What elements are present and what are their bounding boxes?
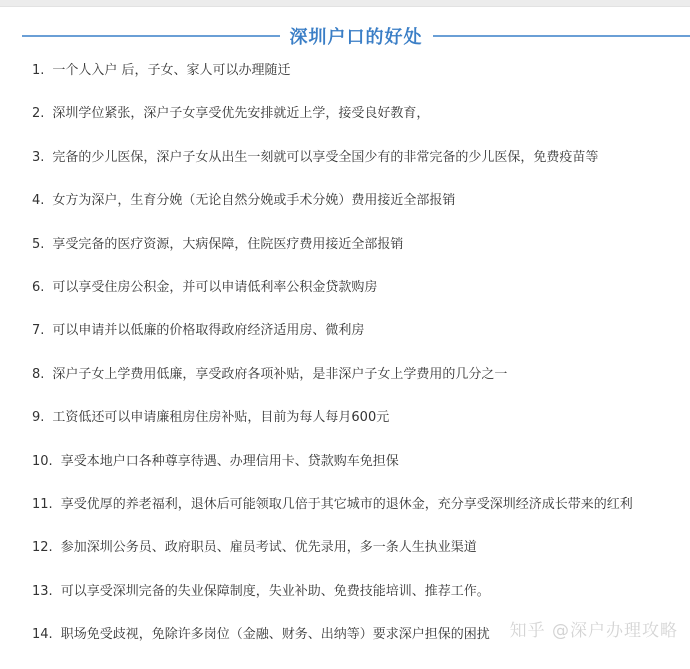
item-number: 6.: [32, 279, 44, 297]
item-number: 7.: [32, 322, 44, 340]
item-text: 可以享受住房公积金，并可以申请低利率公积金贷款购房: [52, 279, 377, 297]
zhihu-watermark: 知乎 @深户办理攻略: [510, 616, 678, 641]
item-text: 参加深圳公务员、政府职员、雇员考试、优先录用，多一条人生执业渠道: [61, 539, 477, 557]
item-number: 3.: [32, 149, 44, 167]
item-text: 女方为深户，生育分娩（无论自然分娩或手术分娩）费用接近全部报销: [52, 192, 455, 210]
title-rule-right: [433, 35, 690, 37]
list-item: [32, 322, 682, 365]
item-text: 享受完备的医疗资源，大病保障，住院医疗费用接近全部报销: [52, 236, 403, 254]
item-number: 1.: [32, 62, 44, 80]
item-text: 深户子女上学费用低廉，享受政府各项补贴，是非深户子女上学费用的几分之一: [52, 366, 507, 384]
list-item: [32, 279, 682, 322]
item-text: 深圳学位紧张，深户子女享受优先安排就近上学，接受良好教育，: [52, 105, 429, 123]
list-item: [32, 62, 682, 105]
item-text: 可以申请并以低廉的价格取得政府经济适用房、微利房: [52, 322, 364, 340]
list-item: [32, 149, 682, 192]
item-number: 5.: [32, 236, 44, 254]
item-text: 完备的少儿医保，深户子女从出生一刻就可以享受全国少有的非常完备的少儿医保，免费疫苗等: [52, 149, 598, 167]
item-number: 9.: [32, 409, 44, 427]
list-item: [32, 496, 682, 539]
list-item: [32, 236, 682, 279]
item-text: 可以享受深圳完备的失业保障制度，失业补助、免费技能培训、推荐工作。: [61, 583, 490, 601]
item-number: 11.: [32, 496, 53, 514]
item-number: 14.: [32, 626, 53, 644]
list-item: [32, 366, 682, 409]
item-text: 一个人入户 后，子女、家人可以办理随迁: [52, 62, 290, 80]
benefits-list: [32, 62, 682, 669]
item-text: 享受本地户口各种尊享待遇、办理信用卡、贷款购车免担保: [61, 453, 399, 471]
item-number: 2.: [32, 105, 44, 123]
item-text: 职场免受歧视，免除许多岗位（金融、财务、出纳等）要求深户担保的困扰: [61, 626, 490, 644]
list-item: [32, 105, 682, 148]
page-title: 深圳户口的好处: [290, 23, 423, 49]
title-rule-left: [22, 35, 280, 37]
list-item: [32, 192, 682, 235]
item-number: 4.: [32, 192, 44, 210]
list-item: [32, 453, 682, 496]
item-number: 10.: [32, 453, 53, 471]
item-text: 工资低还可以申请廉租房住房补贴，目前为每人每月600元: [52, 409, 389, 427]
item-text: 享受优厚的养老福利，退休后可能领取几倍于其它城市的退休金，充分享受深圳经济成长带来的红利: [61, 496, 633, 514]
list-item: [32, 539, 682, 582]
item-number: 13.: [32, 583, 53, 601]
item-number: 8.: [32, 366, 44, 384]
section-header: [22, 22, 690, 50]
top-divider: [0, 0, 690, 7]
item-number: 12.: [32, 539, 53, 557]
list-item: [32, 409, 682, 452]
